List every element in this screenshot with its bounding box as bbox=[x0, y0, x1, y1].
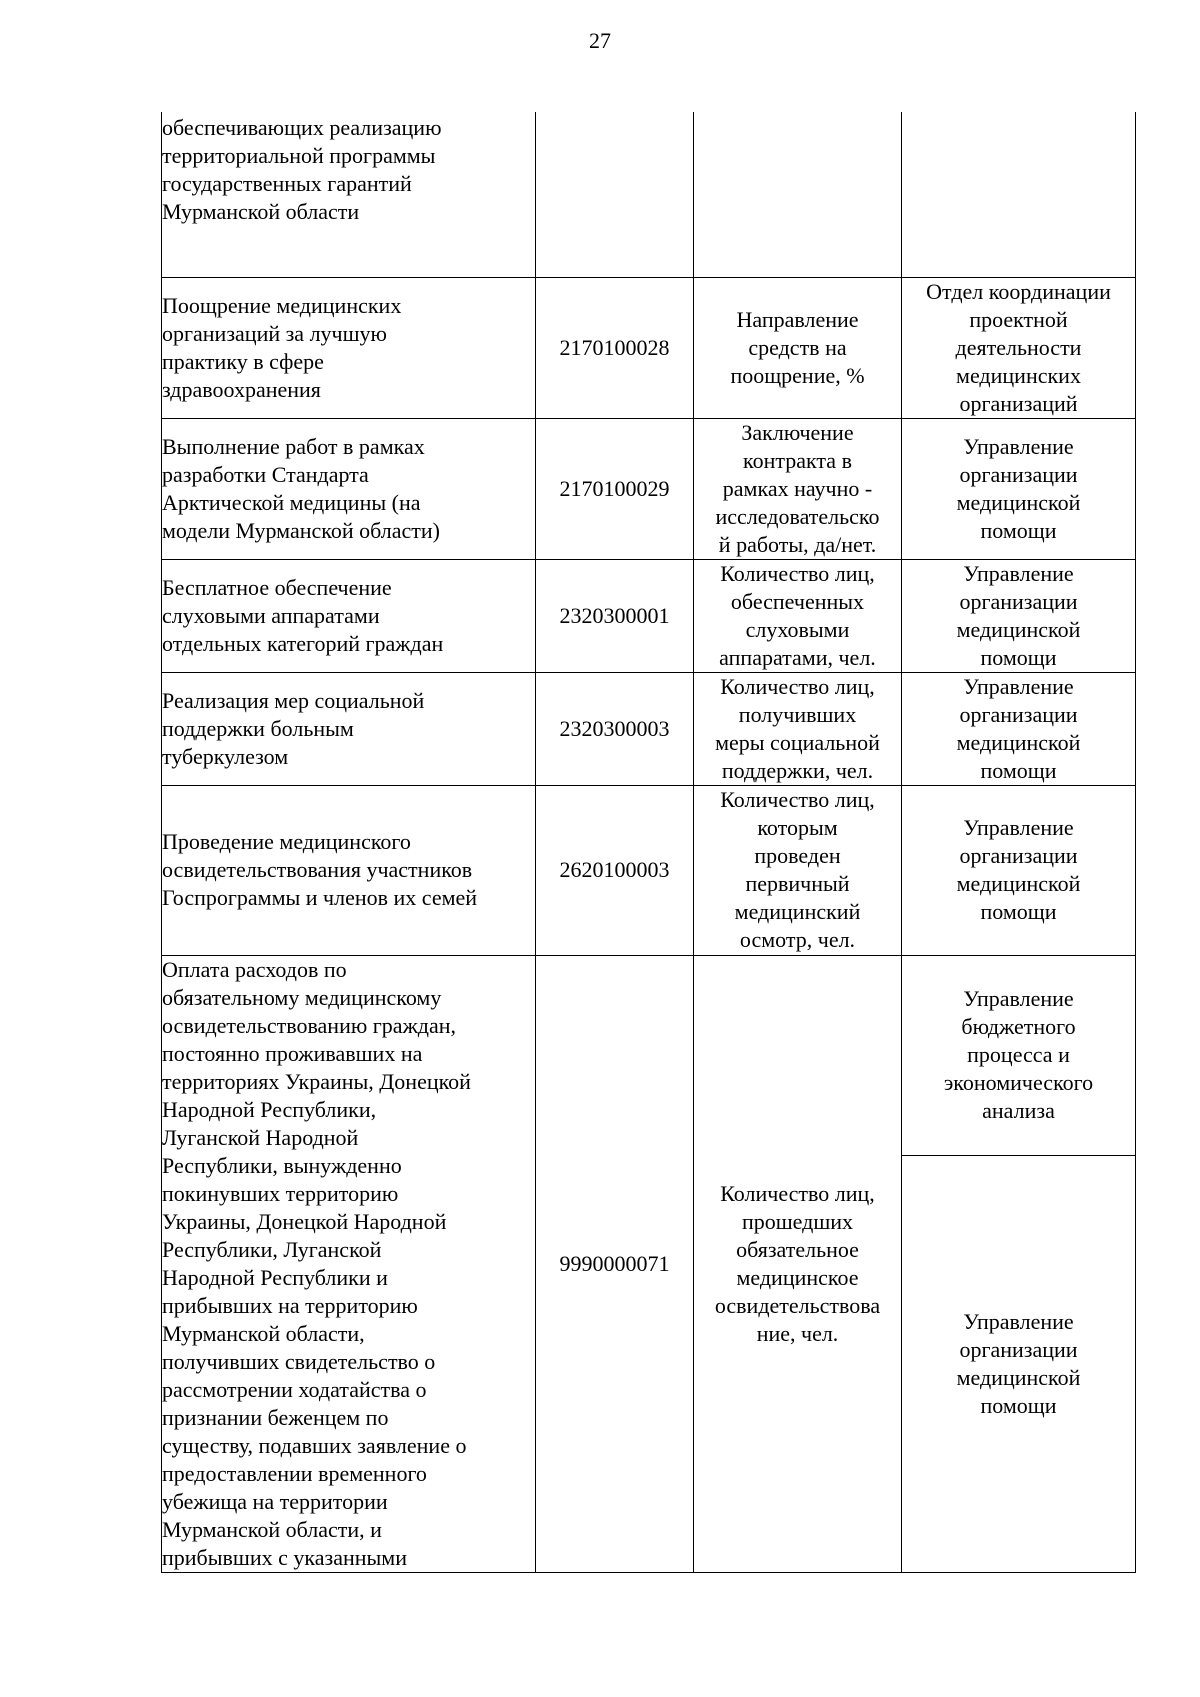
indicator-cell bbox=[694, 418, 902, 559]
budget-code: 9990000071 bbox=[559, 1250, 670, 1276]
responsible-cell bbox=[902, 112, 1136, 277]
responsible-unit: Управление организации медицинской помощи bbox=[956, 560, 1081, 670]
indicator-cell bbox=[694, 955, 902, 1572]
table-row bbox=[162, 785, 1136, 955]
measures-table bbox=[161, 112, 1136, 1573]
responsible-cell bbox=[902, 559, 1136, 672]
indicator: Количество лиц, обеспеченных слуховыми аппаратами, чел. bbox=[719, 560, 876, 670]
responsible-cell bbox=[902, 785, 1136, 955]
indicator: Заключение контракта в рамках научно - исследовательско й работы, да/нет. bbox=[715, 419, 880, 557]
responsible-cell bbox=[902, 672, 1136, 785]
code-cell bbox=[536, 277, 694, 418]
measure-name: Проведение медицинского освидетельствования участников Госпрограммы и членов их семей bbox=[162, 829, 478, 910]
indicator-cell bbox=[694, 559, 902, 672]
responsible-cell bbox=[902, 1155, 1136, 1572]
measure-name-cell bbox=[162, 559, 536, 672]
measure-name-cell bbox=[162, 277, 536, 418]
page-number: 27 bbox=[589, 28, 611, 53]
code-cell bbox=[536, 785, 694, 955]
responsible-unit: Управление организации медицинской помощи bbox=[956, 815, 1081, 924]
indicator-cell bbox=[694, 672, 902, 785]
responsible-cell bbox=[902, 277, 1136, 418]
responsible-unit: Отдел координации проектной деятельности медицинских организаций bbox=[926, 278, 1111, 416]
measure-name: Реализация мер социальной поддержки больным туберкулезом bbox=[162, 687, 425, 769]
measure-name: Поощрение медицинских организаций за лучшую практику в сфере здравоохранения bbox=[162, 292, 402, 402]
measure-name-cell bbox=[162, 955, 536, 1572]
measure-name-cell bbox=[162, 672, 536, 785]
table-row bbox=[162, 112, 1136, 277]
responsible-cell bbox=[902, 418, 1136, 559]
indicator: Направление средств на поощрение, % bbox=[730, 306, 865, 388]
table-row bbox=[162, 559, 1136, 672]
responsible-unit: Управление организации медицинской помощи bbox=[956, 673, 1081, 783]
code-cell bbox=[536, 418, 694, 559]
code-cell bbox=[536, 112, 694, 277]
code-cell bbox=[536, 955, 694, 1572]
budget-code: 2320300003 bbox=[559, 715, 670, 741]
budget-code: 2170100028 bbox=[559, 334, 670, 360]
measure-name: Бесплатное обеспечение слуховыми аппаратами отдельных категорий граждан bbox=[162, 574, 444, 656]
budget-code: 2170100029 bbox=[559, 475, 670, 501]
responsible-cell bbox=[902, 955, 1136, 1155]
indicator-cell bbox=[694, 112, 902, 277]
indicator-cell bbox=[694, 785, 902, 955]
responsible-unit: Управление организации медицинской помощи bbox=[956, 1308, 1081, 1418]
budget-code: 2620100003 bbox=[559, 857, 670, 882]
table-row bbox=[162, 672, 1136, 785]
code-cell bbox=[536, 672, 694, 785]
measure-name-cell bbox=[162, 112, 536, 277]
code-cell bbox=[536, 559, 694, 672]
table-row bbox=[162, 955, 1136, 1155]
responsible-unit: Управление бюджетного процесса и экономического анализа bbox=[943, 986, 1094, 1124]
budget-code: 2320300001 bbox=[559, 602, 670, 628]
measure-name: обеспечивающих реализацию территориальной программы государственных гарантий Мурманской области bbox=[162, 115, 442, 224]
indicator: Количество лиц, которым проведен первичный медицинский осмотр, чел. bbox=[720, 787, 875, 952]
measure-name-cell bbox=[162, 785, 536, 955]
indicator: Количество лиц, прошедших обязательное медицинское освидетельствова ние, чел. bbox=[714, 1180, 881, 1346]
responsible-unit: Управление организации медицинской помощи bbox=[956, 433, 1081, 543]
indicator-cell bbox=[694, 277, 902, 418]
table-row bbox=[162, 277, 1136, 418]
table-row bbox=[162, 418, 1136, 559]
indicator: Количество лиц, получивших меры социальной поддержки, чел. bbox=[715, 673, 880, 783]
measure-name: Выполнение работ в рамках разработки Стандарта Арктической медицины (на модели Мурманской области) bbox=[162, 433, 440, 543]
measure-name: Оплата расходов по обязательному медицинскому освидетельствованию граждан, постоянно проживавших на территориях Украины, Донецкой Народной Республики, Луганской Народной Республики, вынужденно покинувших территорию Украины, Донецкой Народной Республики, Луганской Народной Республики и прибывших на территорию Мурманской области, получивших свидетельство о рассмотрении ходатайства о признании беженцем по существу, подавших заявление о предоставлении временного убежища на территории Мурманской области, и прибывших с указанными bbox=[162, 956, 471, 1570]
measure-name-cell bbox=[162, 418, 536, 559]
